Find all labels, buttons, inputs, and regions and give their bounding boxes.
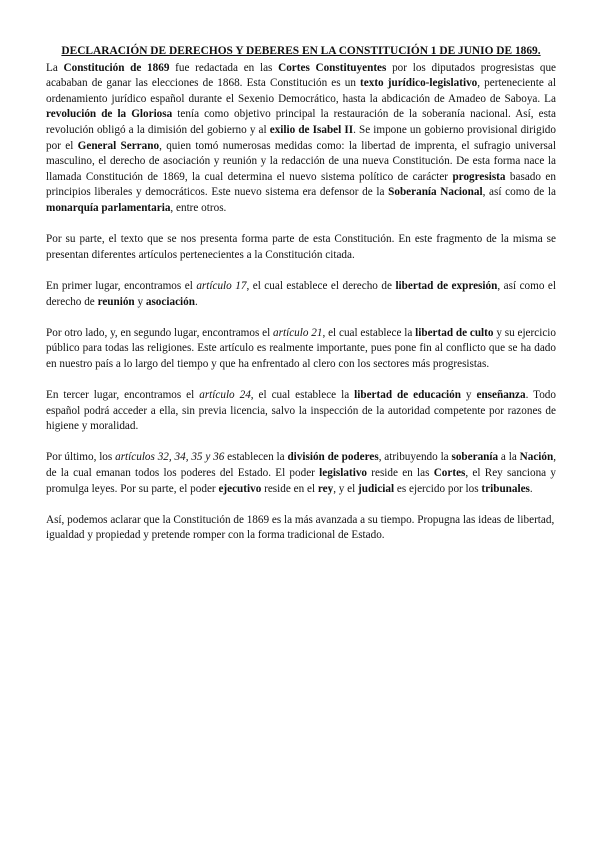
text-run: . Todo español podrá acceder a ella, sin previa licencia, salvo la inspección de la autoridad competente por razones de higiene y moralidad. <box>46 389 556 433</box>
bold-term: asociación <box>145 295 195 308</box>
bold-term: Nación <box>519 451 554 464</box>
text-run: y <box>134 295 146 308</box>
text-run: tenía como objetivo principal la restauración de la soberanía nacional. Así, esta revolución obligó a la dimisión del gobierno y al <box>46 108 557 136</box>
text-run: reside en las <box>367 467 434 480</box>
bold-term: Cortes <box>433 467 466 480</box>
bold-term: ejecutivo <box>218 482 262 495</box>
text-run: , atribuyendo la <box>378 451 452 464</box>
bold-term: texto jurídico-legislativo <box>360 77 478 90</box>
text-run: por los diputados progresistas que acababan de ganar las elecciones de 1868. Esta Constitución es un <box>46 61 556 90</box>
text-run: , y el <box>333 482 359 495</box>
paragraph-1 <box>46 61 556 217</box>
text-run: y <box>460 389 477 402</box>
bold-term: progresista <box>452 170 506 183</box>
bold-term: revolución de la Gloriosa <box>46 108 173 121</box>
bold-term: libertad de expresión <box>395 279 498 292</box>
bold-term: libertad de culto <box>415 326 494 339</box>
paragraph-2 <box>46 232 556 263</box>
italic-reference: artículo 24 <box>199 389 251 402</box>
bold-term: división de poderes <box>287 451 379 464</box>
text-run: , perteneciente al ordenamiento jurídico español durante el Sexenio Democrático, hasta la abdicación de Amadeo de Saboya. La <box>46 77 557 105</box>
text-run: , así como de la <box>482 186 556 199</box>
text-run: fue redactada en las <box>169 61 279 74</box>
text-run: a la <box>498 451 520 464</box>
text-run: Así, podemos aclarar que la Constitución de 1869 es la más avanzada a su tiempo. Propugna las ideas de libertad, igualdad y propiedad y pretende romper con la forma tradicional de Estado. <box>46 513 555 542</box>
text-run: es ejercido por los <box>394 482 482 495</box>
text-run: , el cual establece el derecho de <box>246 279 396 292</box>
text-run: reside en el <box>261 482 318 495</box>
bold-term: judicial <box>358 482 395 495</box>
bold-term: soberanía <box>451 451 499 464</box>
text-run: , así como el derecho de <box>46 279 556 308</box>
text-run: , de la cual emanan todos los poderes del Estado. El poder <box>46 451 556 480</box>
text-run: La <box>46 61 64 74</box>
bold-term: Cortes Constituyentes <box>278 61 387 74</box>
text-run: , quien tomó numerosas medidas como: la libertad de imprenta, el sufragio universal masculino, el derecho de asociación y reunión y la redacción de una nueva Constitución. De esta forma nace la llamada Constitución de 1869, la cual determina el nuevo sistema político de carácter <box>46 139 556 183</box>
bold-term: tribunales <box>481 482 530 495</box>
bold-term: monarquía parlamentaria <box>46 201 171 214</box>
bold-term: Constitución de 1869 <box>63 61 170 74</box>
text-run: , el Rey sanciona y promulga leyes. Por su parte, el poder <box>46 467 556 495</box>
bold-term: Soberanía Nacional <box>388 186 483 199</box>
text-run: Por su parte, el texto que se nos presenta forma parte de esta Constitución. En este fragmento de la misma se presentan diferentes artículos pertenecientes a la Constitución citada. <box>46 233 556 261</box>
paragraph-6 <box>46 450 556 497</box>
bold-term: enseñanza <box>476 389 526 402</box>
text-run: establecen la <box>224 451 288 464</box>
text-run: En primer lugar, encontramos el <box>46 279 197 292</box>
text-run: . <box>529 482 533 495</box>
paragraph-4 <box>46 326 556 373</box>
text-run: basado en principios liberales y democráticos. Este nuevo sistema era defensor de la <box>46 170 556 199</box>
italic-reference: artículo 17 <box>196 279 247 292</box>
bold-term: General Serrano <box>77 139 160 152</box>
bold-term: exilio de Isabel II <box>269 123 354 136</box>
text-run: , el cual establece la <box>322 326 416 339</box>
text-run: , el cual establece la <box>250 389 355 402</box>
text-run: Por otro lado, y, en segundo lugar, encontramos el <box>46 326 274 339</box>
text-run: . Se impone un gobierno provisional dirigido por el <box>46 123 556 152</box>
bold-term: reunión <box>97 295 135 308</box>
bold-term: rey <box>317 482 334 495</box>
bold-term: legislativo <box>319 467 368 480</box>
italic-reference: artículos 32, 34, 35 y 36 <box>115 451 225 464</box>
document-title: DECLARACIÓN DE DERECHOS Y DEBERES EN LA CONSTITUCIÓN 1 DE JUNIO DE 1869. <box>61 45 541 57</box>
paragraph-5 <box>46 388 556 435</box>
text-run: . <box>194 295 198 308</box>
paragraph-3 <box>46 279 556 310</box>
document-body <box>46 61 556 544</box>
paragraph-7 <box>46 513 556 544</box>
text-run: , entre otros. <box>170 201 227 214</box>
text-run: Por último, los <box>46 451 116 464</box>
text-run: En tercer lugar, encontramos el <box>46 389 200 402</box>
italic-reference: artículo 21 <box>273 326 323 339</box>
bold-term: libertad de educación <box>354 389 461 402</box>
text-run: y su ejercicio público para todas las religiones. Este artículo es realmente importante, pues pone fin al conflicto que se ha dado en nuestro país a lo largo del tiempo y que ha enfrentado al clero con los sectores más progresistas. <box>46 326 556 370</box>
